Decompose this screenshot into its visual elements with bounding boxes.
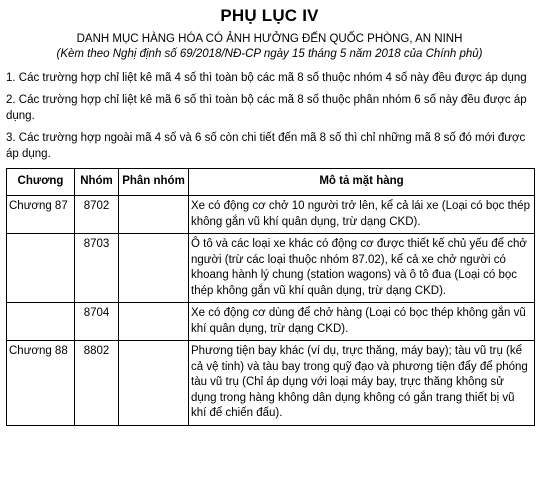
paragraph-2: 2. Các trường hợp chỉ liệt kê mã 6 số thì toàn bộ các mã 8 số thuộc phân nhóm 6 số này đều được áp dụng. [6, 94, 527, 122]
document-subtitle: DANH MỤC HÀNG HÓA CÓ ẢNH HƯỞNG ĐẾN QUỐC PHÒNG, AN NINH [76, 33, 463, 45]
table-row [7, 303, 535, 341]
cell-mo-ta: Xe có động cơ dùng để chở hàng (Loại có bọc thép không gắn vũ khí quân dụng, trừ dạng CKD). [189, 303, 535, 341]
header-nhom: Nhóm [75, 169, 119, 196]
paragraph-1: 1. Các trường hợp chỉ liệt kê mã 4 số thì toàn bộ các mã 8 số thuộc nhóm 4 số này đều được áp dụng [6, 72, 527, 84]
cell-nhom: 8704 [75, 303, 119, 341]
cell-chuong [7, 234, 75, 303]
cell-nhom: 8702 [75, 196, 119, 234]
cell-mo-ta: Ô tô và các loại xe khác có động cơ được thiết kế chủ yếu để chở người (trừ các loại thuộc nhóm 87.02), kể cả xe chở người có khoang hành lý chung (station wagons) và ô tô đua (Loại có bọc thép không gắn vũ khí quân dụng, trừ dạng CKD). [189, 234, 535, 303]
cell-mo-ta: Xe có động cơ chở 10 người trở lên, kể cả lái xe (Loại có bọc thép không gắn vũ khí quân dụng, trừ dạng CKD). [189, 196, 535, 234]
cell-nhom: 8703 [75, 234, 119, 303]
cell-phan-nhom [119, 196, 189, 234]
header-phan-nhom: Phân nhóm [119, 169, 189, 196]
decree-reference-note: (Kèm theo Nghị định số 69/2018/NĐ-CP ngày 15 tháng 5 năm 2018 của Chính phủ) [56, 48, 483, 60]
cell-chuong [7, 303, 75, 341]
table-header-row [7, 169, 535, 196]
table-row [7, 196, 535, 234]
paragraph-3: 3. Các trường hợp ngoài mã 4 số và 6 số còn chi tiết đến mã 8 số thì chỉ những mã 8 số đó mới được áp dụng. [6, 132, 526, 160]
table-row [7, 234, 535, 303]
cell-phan-nhom [119, 303, 189, 341]
cell-nhom: 8802 [75, 341, 119, 426]
cell-phan-nhom [119, 234, 189, 303]
goods-table [6, 168, 535, 426]
page-title: PHỤ LỤC IV [220, 6, 319, 25]
cell-chuong: Chương 88 [7, 341, 75, 426]
header-chuong: Chương [7, 169, 75, 196]
cell-chuong: Chương 87 [7, 196, 75, 234]
cell-mo-ta: Phương tiện bay khác (ví dụ, trực thăng, máy bay); tàu vũ trụ (kể cả vệ tinh) và tàu bay trong quỹ đạo và phương tiện đẩy để phóng tàu vũ trụ (Chỉ áp dụng với loại máy bay, trực thăng không sử dụng trong hàng không dân dụng không có gắn trang thiết bị vũ khí để chiến đấu). [189, 341, 535, 426]
header-mo-ta: Mô tả mặt hàng [189, 169, 535, 196]
table-row [7, 341, 535, 426]
cell-phan-nhom [119, 341, 189, 426]
